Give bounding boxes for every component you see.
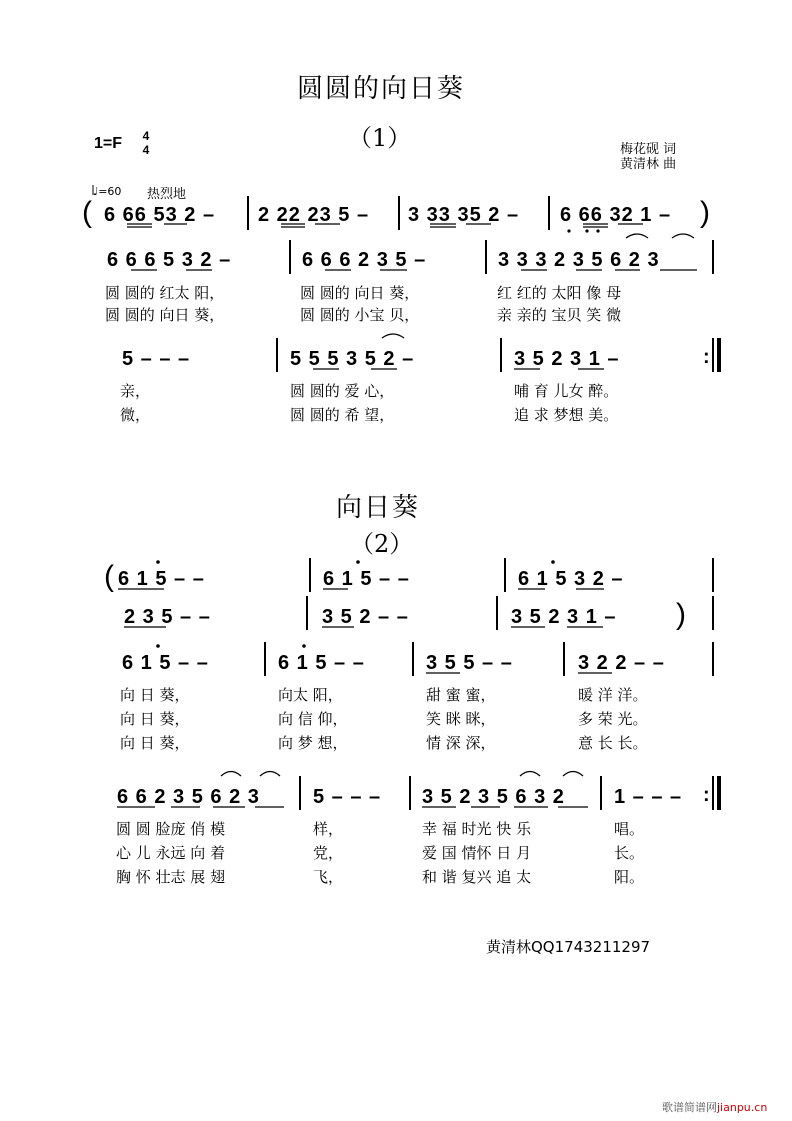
slur — [626, 234, 648, 238]
intro-close-paren: ) — [700, 196, 710, 229]
slur — [520, 772, 540, 777]
song1-row2-lyric-v2-2: 圆 圆的 希 望， — [290, 406, 395, 424]
song2-row1-lyric-3-4: 意 长 长。 — [578, 734, 648, 752]
slur — [563, 772, 583, 777]
song1-row1-lyric-v1-1: 圆 圆的 红太 阳， — [105, 284, 225, 302]
page-title: 圆圆的向日葵 — [297, 74, 466, 104]
time-signature-bottom: 4 — [142, 143, 150, 157]
song1-row1-measure-2: 6 6 6 2 3 5 – — [302, 249, 427, 271]
repeat-dots: : — [703, 784, 711, 806]
expression-mark: 热烈地 — [147, 187, 187, 202]
lyricist: 梅花砚 词 — [620, 142, 677, 157]
watermark-site: jianpu.cn — [717, 1101, 768, 1114]
song1-row2-measure-1: 5 – – – — [122, 348, 191, 370]
song2-row2-measure-4: 1 – – – — [614, 786, 683, 808]
song2-row2-lyric-1-1: 圆 圆 脸庞 俏 模 — [116, 820, 226, 838]
intro-measure-3: 3 33 35 2 – — [408, 204, 520, 226]
song2-row2-lyric-3-3: 和 谐 复兴 追 太 — [422, 868, 532, 886]
song2-row2-measure-3: 3 5 2 3 5 6 3 2 — [422, 786, 565, 808]
song2-row2-lyric-3-1: 胸 怀 壮志 展 翅 — [116, 868, 226, 886]
octave-dot-low — [596, 229, 599, 232]
watermark-prefix: 歌谱简谱网 — [662, 1101, 717, 1114]
octave-dot-high — [551, 560, 555, 564]
song2-intro-open-paren: ( — [104, 560, 114, 593]
intro-open-paren: ( — [82, 196, 92, 229]
song1-row1-lyric-v2-3: 亲 亲的 宝贝 笑 微 — [497, 306, 622, 324]
song2-row1-lyric-3-1: 向 日 葵， — [120, 734, 190, 752]
song1-row1-lyric-v2-2: 圆 圆的 小宝 贝， — [300, 306, 420, 324]
composer: 黄清林 曲 — [620, 157, 677, 172]
song2-row2-lyric-3-2: 飞， — [313, 868, 344, 886]
song2-row1-lyric-1-2: 向太 阳， — [278, 686, 343, 704]
song2-row2-lyric-2-3: 爱 国 情怀 日 月 — [422, 844, 532, 862]
octave-dot-low — [585, 229, 588, 232]
octave-dot-high — [302, 644, 306, 648]
song1-row2-lyric-v2-3: 追 求 梦想 美。 — [514, 406, 619, 424]
slur — [382, 334, 404, 338]
beam-underline — [430, 224, 491, 227]
song2-row1-lyric-1-4: 暖 洋 洋。 — [578, 686, 648, 704]
slur — [221, 772, 241, 777]
song2-row1-measure-3: 3 5 5 – – — [426, 652, 513, 674]
song2-row1-lyric-1-1: 向 日 葵， — [120, 686, 190, 704]
song1-row1-measure-1: 6 6 6 5 3 2 – — [107, 249, 232, 271]
song2-row1-lyric-2-3: 笑 眯 眯， — [426, 710, 496, 728]
song2-intro2-measure-2: 3 5 2 – – — [322, 606, 409, 628]
slur — [672, 234, 694, 238]
tempo-mark: ♩=60 — [93, 185, 122, 198]
key-signature: 1=F — [94, 135, 123, 152]
song2-row2-lyric-1-2: 样， — [313, 820, 344, 838]
song2-row2-measure-2: 5 – – – — [313, 786, 382, 808]
song2-row1-lyric-2-4: 多 荣 光。 — [578, 710, 648, 728]
intro-measure-2: 2 22 23 5 – — [258, 204, 370, 226]
song2-row2-lyric-2-4: 长。 — [614, 844, 645, 862]
song2-row1-lyric-2-2: 向 信 仰， — [278, 710, 348, 728]
song2-row2-lyric-2-1: 心 儿 永远 向 着 — [116, 844, 226, 862]
song2-intro2-measure-3: 3 5 2 3 1 – — [511, 606, 617, 628]
song2-intro2-measure-1: 2 3 5 – – — [124, 606, 211, 628]
song2-row2-lyric-3-4: 阳。 — [614, 868, 645, 886]
song2-row2-measure-1: 6 6 2 3 5 6 2 3 — [117, 786, 260, 808]
song1-row2-lyric-v1-3: 哺 育 儿女 醉。 — [514, 382, 619, 400]
song2-row2-lyric-1-4: 唱。 — [614, 820, 645, 838]
beam-underline — [583, 224, 643, 227]
octave-dot-high — [156, 644, 160, 648]
intro-measure-1: 6 66 53 2 – — [104, 204, 216, 226]
song2-row1-measure-4: 3 2 2 – – — [578, 652, 665, 674]
song1-row1-lyric-v1-2: 圆 圆的 向日 葵， — [300, 284, 420, 302]
song1-row1-lyric-v1-3: 红 红的 太阳 像 母 — [497, 284, 622, 302]
intro-measure-4: 6 66 32 1 – — [560, 204, 672, 226]
song2-row1-lyric-2-1: 向 日 葵， — [120, 710, 190, 728]
beam-underline — [281, 224, 340, 227]
octave-dot-low — [567, 229, 570, 232]
repeat-dots: : — [703, 346, 711, 368]
beam-underline — [127, 224, 187, 227]
octave-dot-high — [156, 560, 160, 564]
song2-row1-lyric-3-3: 情 深 深， — [426, 734, 496, 752]
song2-row2-lyric-1-3: 幸 福 时光 快 乐 — [422, 820, 532, 838]
song1-row2-lyric-v2-1: 微， — [120, 406, 151, 424]
song2-intro1-measure-3: 6 1 5 3 2 – — [518, 568, 624, 590]
song2-intro1-measure-2: 6 1 5 – – — [323, 568, 410, 590]
song2-row2-lyric-2-2: 党， — [313, 844, 344, 862]
song2-title: 向日葵 — [336, 493, 421, 523]
song2-row1-lyric-3-2: 向 梦 想， — [278, 734, 348, 752]
song2-intro1-measure-1: 6 1 5 – – — [118, 568, 205, 590]
song1-row1-lyric-v2-1: 圆 圆的 向日 葵， — [105, 306, 225, 324]
song2-row1-measure-2: 6 1 5 – – — [278, 652, 365, 674]
song1-row2-measure-3: 3 5 2 3 1 – — [514, 348, 620, 370]
song2-row1-lyric-1-3: 甜 蜜 蜜， — [426, 686, 496, 704]
song1-row1-measure-3: 3 3 3 2 3 5 6 2 3 — [498, 249, 660, 271]
song1-number: （1） — [348, 124, 412, 152]
octave-dot-high — [356, 560, 360, 564]
song2-row1-measure-1: 6 1 5 – – — [122, 652, 209, 674]
slur — [260, 772, 280, 777]
signature: 黄清林QQ1743211297 — [486, 938, 651, 956]
song1-row2-measure-2: 5 5 5 3 5 2 – — [290, 348, 415, 370]
song1-row2-lyric-v1-2: 圆 圆的 爱 心， — [290, 382, 395, 400]
song2-number: （2） — [350, 530, 414, 558]
song2-intro-close-paren: ) — [676, 598, 686, 631]
time-signature-top: 4 — [142, 129, 150, 143]
song1-row2-lyric-v1-1: 亲， — [120, 382, 151, 400]
